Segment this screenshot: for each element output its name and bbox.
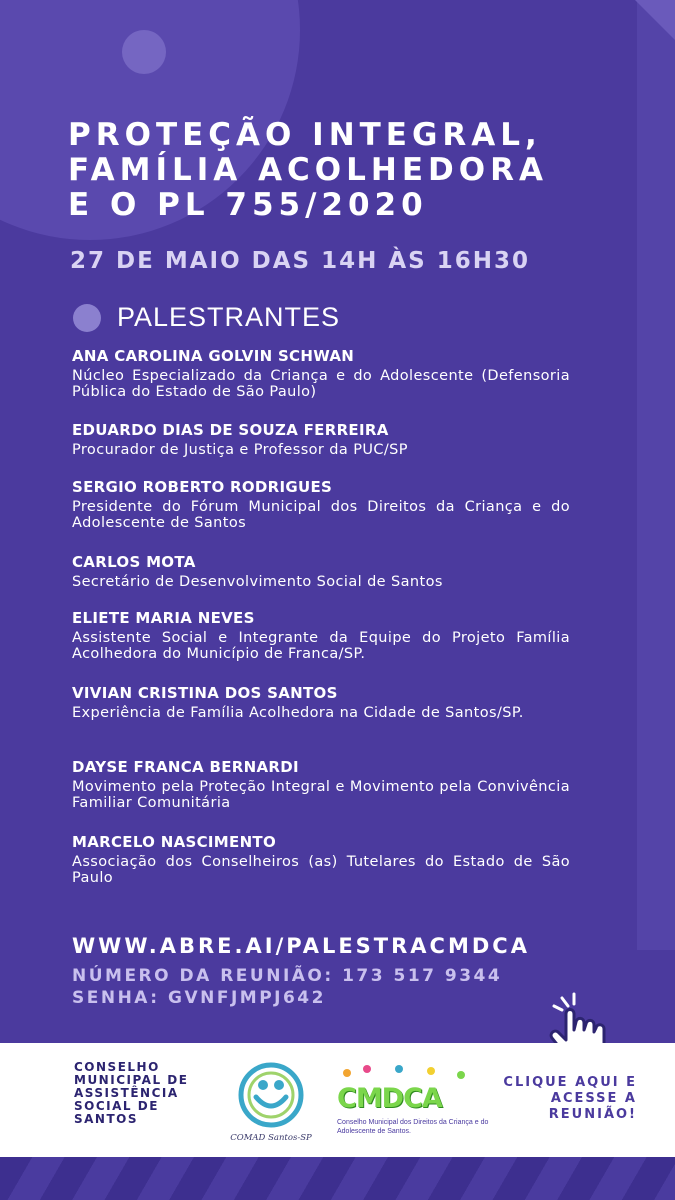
- speaker-name: MARCELO NASCIMENTO: [72, 833, 277, 851]
- decorative-bottom-band: [0, 1157, 675, 1200]
- speaker-role: Assistente Social e Integrante da Equipe do Projeto Família Acolhedora do Município de Franca/SP.: [72, 630, 570, 662]
- speaker-item: [72, 609, 570, 662]
- title-line-3: E O PL 755/2020: [68, 187, 428, 223]
- title-line-1: PROTEÇÃO INTEGRAL,: [68, 117, 542, 153]
- meeting-info: [72, 965, 502, 1009]
- speaker-item: [72, 684, 570, 721]
- speaker-item: [72, 833, 570, 886]
- speakers-heading: PALESTRANTES: [117, 302, 341, 332]
- speaker-name: EDUARDO DIAS DE SOUZA FERREIRA: [72, 421, 389, 439]
- speaker-role: Procurador de Justiça e Professor da PUC/SP: [72, 442, 408, 458]
- comad-label: COMAD Santos-SP: [230, 1133, 312, 1143]
- speaker-role: Experiência de Família Acolhedora na Cidade de Santos/SP.: [72, 705, 524, 721]
- speaker-role: Movimento pela Proteção Integral e Movimento pela Convivência Familiar Comunitária: [72, 779, 570, 811]
- access-meeting-cta[interactable]: CLIQUE AQUI E ACESSE A REUNIÃO!: [503, 1075, 637, 1122]
- cmdca-logo-text: CMDCA: [337, 1083, 442, 1114]
- decorative-right-panel: [637, 0, 675, 950]
- cmdca-logo: [333, 1061, 491, 1141]
- meeting-link[interactable]: WWW.ABRE.AI/PALESTRACMDCA: [72, 934, 530, 958]
- footer-logos: [0, 1043, 675, 1157]
- bullet-dot-icon: [73, 304, 101, 332]
- children-figures-icon: [333, 1061, 483, 1085]
- speaker-name: ELIETE MARIA NEVES: [72, 609, 255, 627]
- event-date: 27 DE MAIO DAS 14H ÀS 16H30: [70, 248, 530, 274]
- speaker-name: DAYSE FRANCA BERNARDI: [72, 758, 299, 776]
- meeting-number: NÚMERO DA REUNIÃO: 173 517 9344: [72, 966, 503, 986]
- cmdca-subtitle: Conselho Municipal dos Direitos da Criança e do Adolescente de Santos.: [337, 1119, 489, 1135]
- cmas-logo-text: CONSELHO MUNICIPAL DE ASSISTÊNCIA SOCIAL DE SANTOS: [74, 1060, 189, 1126]
- speaker-name: CARLOS MOTA: [72, 553, 196, 571]
- comad-emblem-icon: [226, 1057, 316, 1133]
- comad-logo: [226, 1057, 316, 1147]
- speaker-role: Associação dos Conselheiros (as) Tutelares do Estado de São Paulo: [72, 854, 570, 886]
- speaker-item: [72, 347, 570, 400]
- speaker-role: Secretário de Desenvolvimento Social de Santos: [72, 574, 443, 590]
- meeting-password: SENHA: GVNFJMPJ642: [72, 988, 326, 1008]
- speaker-name: SERGIO ROBERTO RODRIGUES: [72, 478, 333, 496]
- speaker-item: [72, 478, 570, 531]
- title-line-2: FAMÍLIA ACOLHEDORA: [68, 152, 548, 188]
- speaker-role: Núcleo Especializado da Criança e do Adolescente (Defensoria Pública do Estado de São Paulo): [72, 368, 570, 400]
- speaker-name: ANA CAROLINA GOLVIN SCHWAN: [72, 347, 355, 365]
- decorative-circle-small: [122, 30, 166, 74]
- speaker-name: VIVIAN CRISTINA DOS SANTOS: [72, 684, 338, 702]
- decorative-corner: [635, 0, 675, 40]
- speaker-item: [72, 421, 570, 458]
- speaker-role: Presidente do Fórum Municipal dos Direitos da Criança e do Adolescente de Santos: [72, 499, 570, 531]
- event-title: [68, 118, 628, 223]
- speaker-item: [72, 553, 570, 590]
- speaker-item: [72, 758, 570, 811]
